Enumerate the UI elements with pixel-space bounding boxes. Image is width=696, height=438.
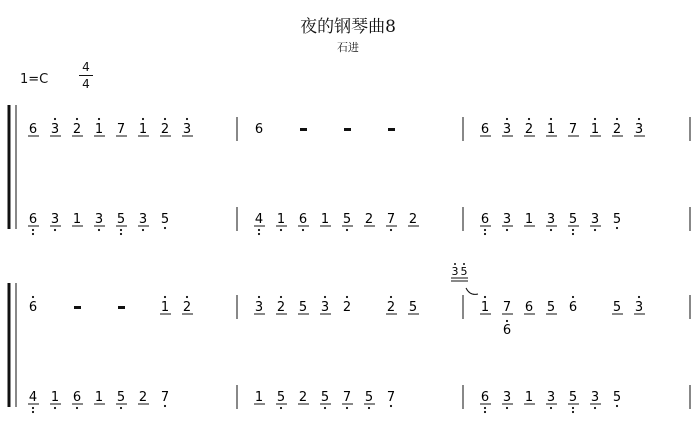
octave-up-dot [463,263,465,265]
note-1-1-0-2: 6 [72,390,82,405]
octave-down-dot [484,411,486,413]
note-1-1-0-4: 5 [116,390,126,405]
octave-up-dot [32,296,34,298]
octave-up-dot [280,296,282,298]
composer-name: 石进 [337,41,359,54]
song-title: 夜的钢琴曲8 [300,17,396,37]
octave-down-dot [32,411,34,413]
time-signature-top: 4 [82,60,90,74]
octave-down-dot [616,227,618,229]
note-1-1-1-6: 7 [386,390,396,405]
note-1-1-1-0: 1 [254,390,264,405]
note-1-0-2-5: 5 [612,300,622,315]
note-1-0-0-4: 2 [182,300,192,315]
note-0-1-1-2: 6 [298,212,308,227]
octave-down-dot [54,229,56,231]
time-signature-bottom: 4 [82,77,90,91]
octave-up-dot [594,118,596,120]
octave-down-dot [164,227,166,229]
note-1-1-1-2: 2 [298,390,308,405]
octave-down-dot [164,405,166,407]
note-1-0-0-3: 1 [160,300,170,315]
note-0-1-2-1: 3 [502,212,512,227]
note-1-1-2-2: 1 [524,390,534,405]
note-0-1-0-1: 3 [50,212,60,227]
octave-up-dot [346,296,348,298]
octave-up-dot [638,296,640,298]
note-1-0-1-2: 5 [298,300,308,315]
octave-up-dot [76,118,78,120]
octave-up-dot [258,296,260,298]
note-0-1-2-5: 3 [590,212,600,227]
octave-up-dot [164,118,166,120]
octave-down-dot [484,229,486,231]
octave-down-dot [76,407,78,409]
note-1-1-0-5: 2 [138,390,148,405]
octave-down-dot [32,407,34,409]
octave-down-dot [594,407,596,409]
octave-up-dot [616,118,618,120]
note-0-0-2-5: 1 [590,122,600,137]
octave-down-dot [390,229,392,231]
note-0-0-2-1: 3 [502,122,512,137]
sustain-dash [344,128,351,131]
octave-up-dot [186,118,188,120]
octave-down-dot [616,405,618,407]
octave-down-dot [572,229,574,231]
sustain-dash [300,128,307,131]
note-0-0-0-1: 3 [50,122,60,137]
octave-down-dot [32,233,34,235]
note-0-0-2-6: 2 [612,122,622,137]
octave-down-dot [120,229,122,231]
octave-up-dot [506,118,508,120]
note-1-1-2-5: 3 [590,390,600,405]
note-0-1-1-4: 5 [342,212,352,227]
note-1-0-1-5: 2 [386,300,396,315]
note-0-0-2-3: 1 [546,122,556,137]
key-signature: 1=C [20,72,49,87]
note-0-0-2-4: 7 [568,122,578,137]
octave-up-dot [572,296,574,298]
note-0-1-0-2: 1 [72,212,82,227]
octave-up-dot [550,118,552,120]
octave-up-dot [454,263,456,265]
note-0-0-1-0: 6 [254,122,264,137]
note-0-1-1-6: 7 [386,212,396,227]
note-1-0-0-0: 6 [28,300,38,315]
octave-down-dot [280,229,282,231]
octave-down-dot [390,405,392,407]
octave-down-dot [120,233,122,235]
octave-down-dot [120,407,122,409]
octave-down-dot [98,229,100,231]
note-0-0-2-7: 3 [634,122,644,137]
chord-note: 6 [502,323,512,338]
sustain-dash [118,306,125,309]
note-1-0-1-1: 2 [276,300,286,315]
octave-down-dot [572,411,574,413]
note-1-1-2-0: 6 [480,390,490,405]
octave-down-dot [346,407,348,409]
octave-down-dot [54,407,56,409]
note-1-1-2-6: 5 [612,390,622,405]
octave-down-dot [142,229,144,231]
note-1-1-0-6: 7 [160,390,170,405]
note-1-0-2-4: 6 [568,300,578,315]
note-0-1-0-3: 3 [94,212,104,227]
octave-up-dot [98,118,100,120]
note-1-1-2-1: 3 [502,390,512,405]
note-1-1-0-1: 1 [50,390,60,405]
octave-down-dot [32,229,34,231]
note-0-1-1-7: 2 [408,212,418,227]
octave-down-dot [550,229,552,231]
octave-down-dot [258,229,260,231]
note-0-0-0-6: 2 [160,122,170,137]
octave-up-dot [186,296,188,298]
grace-slur [466,288,478,294]
note-0-0-0-5: 1 [138,122,148,137]
octave-down-dot [280,407,282,409]
note-1-0-2-0: 1 [480,300,490,315]
note-0-0-0-2: 2 [72,122,82,137]
note-0-0-0-4: 7 [116,122,126,137]
note-1-1-1-4: 7 [342,390,352,405]
note-0-0-2-2: 2 [524,122,534,137]
octave-down-dot [594,229,596,231]
note-1-0-1-0: 3 [254,300,264,315]
note-1-0-1-4: 2 [342,300,352,315]
octave-down-dot [550,407,552,409]
note-0-1-1-0: 4 [254,212,264,227]
note-0-0-0-7: 3 [182,122,192,137]
octave-down-dot [484,233,486,235]
octave-down-dot [506,407,508,409]
octave-up-dot [142,118,144,120]
octave-down-dot [258,233,260,235]
octave-down-dot [346,229,348,231]
octave-down-dot [572,407,574,409]
note-1-0-1-3: 3 [320,300,330,315]
octave-up-dot [164,296,166,298]
note-1-1-2-3: 3 [546,390,556,405]
note-1-1-1-5: 5 [364,390,374,405]
note-1-1-0-3: 1 [94,390,104,405]
octave-up-dot [54,118,56,120]
note-0-1-1-3: 1 [320,212,330,227]
note-0-1-2-0: 6 [480,212,490,227]
octave-down-dot [506,229,508,231]
note-1-0-2-3: 5 [546,300,556,315]
octave-down-dot [302,229,304,231]
note-1-1-2-4: 5 [568,390,578,405]
note-0-1-1-5: 2 [364,212,374,227]
note-0-1-0-0: 6 [28,212,38,227]
octave-up-dot [484,296,486,298]
note-0-0-0-0: 6 [28,122,38,137]
octave-down-dot [572,233,574,235]
note-0-1-2-2: 1 [524,212,534,227]
sustain-dash [388,128,395,131]
note-1-1-1-1: 5 [276,390,286,405]
note-1-1-0-0: 4 [28,390,38,405]
octave-up-dot [324,296,326,298]
note-1-1-1-3: 5 [320,390,330,405]
octave-up-dot [506,320,508,322]
note-1-0-2-6: 3 [634,300,644,315]
sustain-dash [74,306,81,309]
octave-down-dot [324,407,326,409]
octave-up-dot [390,296,392,298]
note-0-1-2-3: 3 [546,212,556,227]
note-1-0-2-1: 7 [502,300,512,315]
note-0-0-2-0: 6 [480,122,490,137]
octave-up-dot [528,118,530,120]
note-0-1-1-1: 1 [276,212,286,227]
octave-down-dot [368,407,370,409]
note-0-1-2-6: 5 [612,212,622,227]
note-0-1-0-5: 3 [138,212,148,227]
note-0-1-0-4: 5 [116,212,126,227]
grace-note: 3 [451,265,459,278]
octave-down-dot [484,407,486,409]
grace-note: 5 [460,265,468,278]
note-1-0-1-6: 5 [408,300,418,315]
note-0-0-0-3: 1 [94,122,104,137]
octave-up-dot [638,118,640,120]
note-1-0-2-2: 6 [524,300,534,315]
note-0-1-0-6: 5 [160,212,170,227]
note-0-1-2-4: 5 [568,212,578,227]
